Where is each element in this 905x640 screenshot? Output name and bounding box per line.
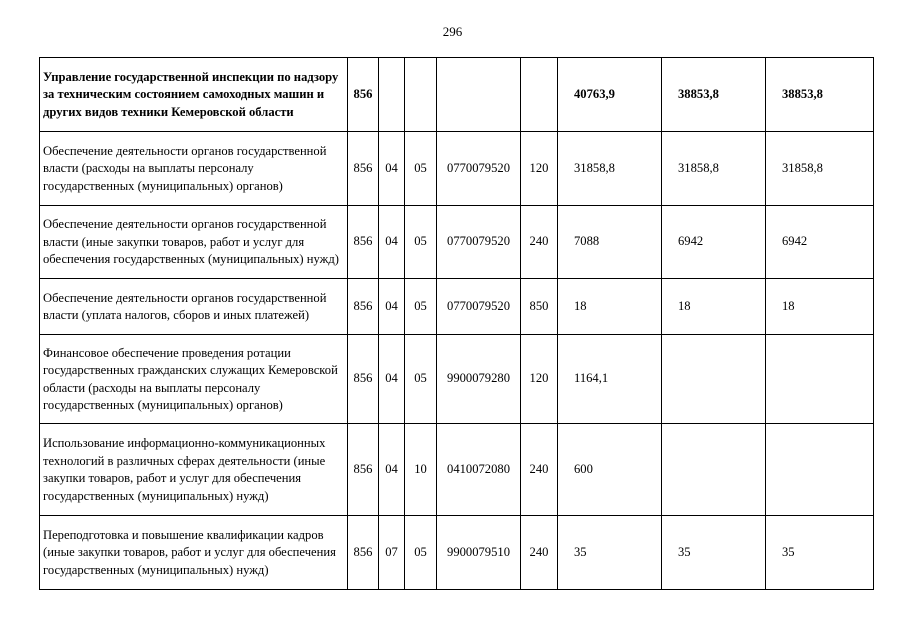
row-name: Переподготовка и повышение квалификации кадров (иные закупки товаров, работ и услуг для обеспечения государственных (муниципальных) нужд) — [40, 516, 348, 590]
subsection-code: 10 — [405, 424, 437, 516]
amount-year3: 38853,8 — [766, 58, 874, 132]
amount-year2: 35 — [662, 516, 766, 590]
ministry-code: 856 — [348, 424, 379, 516]
target-article: 9900079510 — [437, 516, 521, 590]
expense-type: 240 — [521, 516, 558, 590]
ministry-code: 856 — [348, 206, 379, 279]
table-row — [40, 132, 874, 206]
amount-year3: 31858,8 — [766, 132, 874, 206]
subsection-code — [405, 58, 437, 132]
amount-year1: 40763,9 — [558, 58, 662, 132]
ministry-code: 856 — [348, 132, 379, 206]
row-name: Управление государственной инспекции по надзору за техническим состоянием самоходных машин и других видов техники Кемеровской области — [40, 58, 348, 132]
section-code: 07 — [379, 516, 405, 590]
expense-type: 240 — [521, 206, 558, 279]
section-code: 04 — [379, 279, 405, 335]
amount-year1: 18 — [558, 279, 662, 335]
ministry-code: 856 — [348, 279, 379, 335]
subsection-code: 05 — [405, 335, 437, 424]
amount-year3: 6942 — [766, 206, 874, 279]
row-name: Финансовое обеспечение проведения ротации государственных гражданских служащих Кемеровской области (расходы на выплаты персоналу государственных (муниципальных) органов) — [40, 335, 348, 424]
amount-year2: 31858,8 — [662, 132, 766, 206]
expense-type: 240 — [521, 424, 558, 516]
expense-type: 850 — [521, 279, 558, 335]
amount-year2: 38853,8 — [662, 58, 766, 132]
table-row — [40, 516, 874, 590]
amount-year1: 31858,8 — [558, 132, 662, 206]
table-row — [40, 424, 874, 516]
expense-type — [521, 58, 558, 132]
table-row — [40, 335, 874, 424]
section-code — [379, 58, 405, 132]
table-row — [40, 279, 874, 335]
subsection-code: 05 — [405, 206, 437, 279]
target-article: 0770079520 — [437, 206, 521, 279]
row-name: Обеспечение деятельности органов государственной власти (уплата налогов, сборов и иных платежей) — [40, 279, 348, 335]
table-row — [40, 58, 874, 132]
expense-type: 120 — [521, 335, 558, 424]
budget-table — [39, 57, 874, 590]
amount-year1: 35 — [558, 516, 662, 590]
target-article — [437, 58, 521, 132]
amount-year1: 600 — [558, 424, 662, 516]
subsection-code: 05 — [405, 279, 437, 335]
amount-year2: 18 — [662, 279, 766, 335]
subsection-code: 05 — [405, 132, 437, 206]
ministry-code: 856 — [348, 335, 379, 424]
target-article: 0770079520 — [437, 279, 521, 335]
amount-year3 — [766, 424, 874, 516]
page-number: 296 — [442, 24, 463, 39]
section-code: 04 — [379, 424, 405, 516]
section-code: 04 — [379, 206, 405, 279]
row-name: Использование информационно-коммуникационных технологий в различных сферах деятельности (иные закупки товаров, работ и услуг для обеспечения государственных (муниципальных) нужд) — [40, 424, 348, 516]
expense-type: 120 — [521, 132, 558, 206]
amount-year2 — [662, 335, 766, 424]
amount-year1: 7088 — [558, 206, 662, 279]
amount-year2 — [662, 424, 766, 516]
target-article: 0410072080 — [437, 424, 521, 516]
section-code: 04 — [379, 335, 405, 424]
amount-year1: 1164,1 — [558, 335, 662, 424]
ministry-code: 856 — [348, 58, 379, 132]
table-row — [40, 206, 874, 279]
target-article: 9900079280 — [437, 335, 521, 424]
row-name: Обеспечение деятельности органов государственной власти (иные закупки товаров, работ и услуг для обеспечения государственных (муниципальных) нужд) — [40, 206, 348, 279]
subsection-code: 05 — [405, 516, 437, 590]
amount-year3: 35 — [766, 516, 874, 590]
target-article: 0770079520 — [437, 132, 521, 206]
row-name: Обеспечение деятельности органов государственной власти (расходы на выплаты персоналу государственных (муниципальных) органов) — [40, 132, 348, 206]
amount-year3: 18 — [766, 279, 874, 335]
amount-year3 — [766, 335, 874, 424]
amount-year2: 6942 — [662, 206, 766, 279]
ministry-code: 856 — [348, 516, 379, 590]
section-code: 04 — [379, 132, 405, 206]
